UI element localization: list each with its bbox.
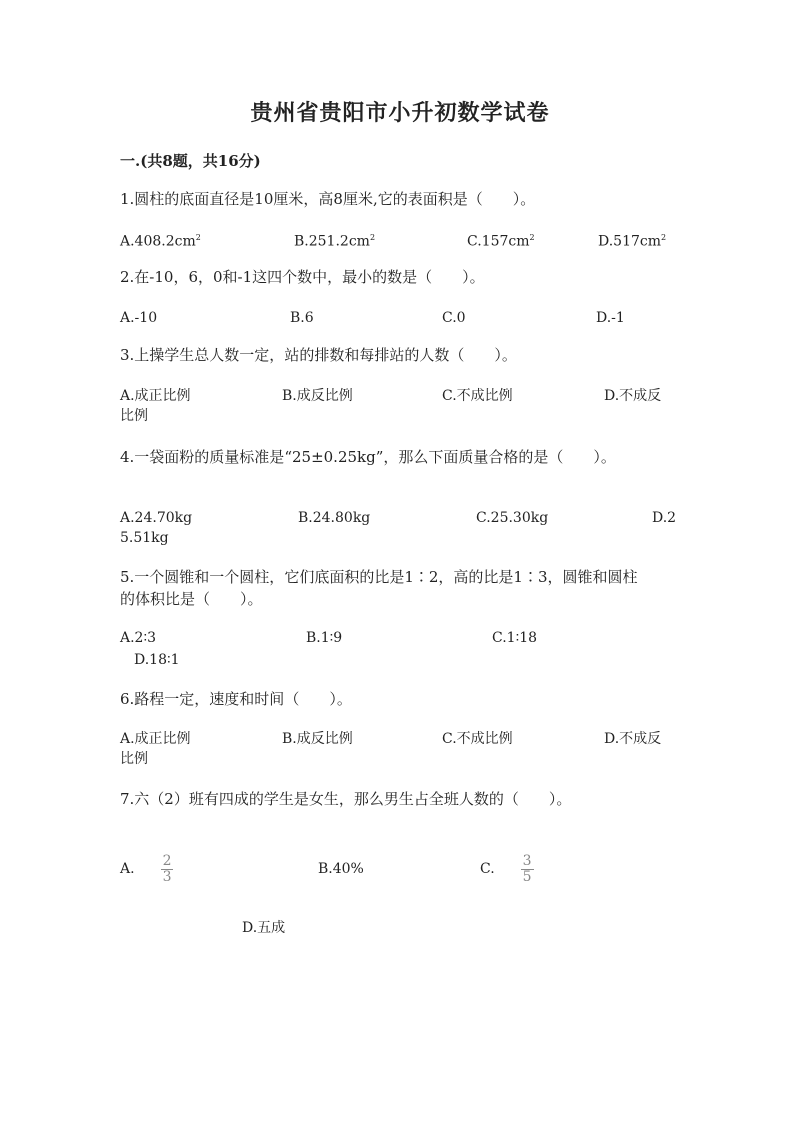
fraction-three-fifths: $\frac{3}{5}$ <box>522 852 532 885</box>
question-5-line-1: 5.一个圆锥和一个圆柱，它们底面积的比是1∶2，高的比是1∶3，圆锥和圆柱 <box>120 568 638 586</box>
question-3-options <box>120 386 680 430</box>
option-a[interactable]: $A.408.2cm^2$ <box>120 233 201 250</box>
question-5-line-2: 的体积比是（ ）。 <box>120 590 263 608</box>
question-7-options <box>120 852 680 892</box>
option-c[interactable]: C.25.30kg <box>476 510 549 526</box>
option-a[interactable]: A.24.70kg <box>120 510 193 526</box>
option-b[interactable]: B.6 <box>290 310 314 326</box>
option-a[interactable]: A.成正比例 <box>120 731 191 747</box>
question-4: 4.一袋面粉的质量标准是“25±0.25kg”，那么下面质量合格的是（ ）。 <box>120 448 616 466</box>
option-c[interactable]: C.不成比例 <box>442 388 513 404</box>
question-5-options <box>120 628 680 672</box>
option-d-wrap: 比例 <box>120 408 148 424</box>
option-d[interactable]: D.2 <box>652 510 677 526</box>
option-d[interactable]: D.-1 <box>596 310 625 326</box>
question-7-options-row-2 <box>120 918 680 942</box>
option-b[interactable]: B.成反比例 <box>282 731 353 747</box>
option-d-wrap: 比例 <box>120 751 148 767</box>
option-b[interactable]: B.成反比例 <box>282 388 353 404</box>
option-a[interactable]: A.-10 <box>120 310 158 326</box>
option-a[interactable]: A.2∶3 <box>120 630 157 646</box>
option-b[interactable]: $B.251.2cm^2$ <box>294 233 376 250</box>
question-3: 3.上操学生总人数一定，站的排数和每排站的人数（ ）。 <box>120 346 517 364</box>
option-c[interactable]: C.0 <box>442 310 466 326</box>
option-a[interactable]: A. $\frac{2}{3}$ <box>120 852 172 885</box>
question-6-options <box>120 729 680 773</box>
option-c[interactable]: $C.157cm^2$ <box>467 233 535 250</box>
question-7: 7.六（2）班有四成的学生是女生，那么男生占全班人数的（ ）。 <box>120 790 572 808</box>
question-4-options <box>120 508 680 552</box>
option-b[interactable]: B.24.80kg <box>298 510 371 526</box>
page-title: 贵州省贵阳市小升初数学试卷 <box>250 100 550 126</box>
option-d[interactable]: D.不成反 <box>604 731 662 747</box>
option-c[interactable]: C. $\frac{3}{5}$ <box>480 852 532 885</box>
option-d[interactable]: D.不成反 <box>604 388 662 404</box>
option-d[interactable]: D.18∶1 <box>134 652 180 668</box>
section-heading: 一.(共8题，共16分) <box>120 152 261 170</box>
option-d-wrap: 5.51kg <box>120 530 169 546</box>
option-c[interactable]: C.不成比例 <box>442 731 513 747</box>
option-d[interactable]: $D.517cm^2$ <box>598 233 667 250</box>
option-d[interactable]: D.五成 <box>242 920 286 936</box>
question-1: 1.圆柱的底面直径是10厘米，高8厘米,它的表面积是（ ）。 <box>120 190 536 208</box>
option-c[interactable]: C.1∶18 <box>492 630 538 646</box>
question-5 <box>120 566 680 610</box>
question-2: 2.在-10，6，0和-1这四个数中，最小的数是（ ）。 <box>120 268 485 286</box>
question-6: 6.路程一定，速度和时间（ ）。 <box>120 690 352 708</box>
fraction-two-thirds: $\frac{2}{3}$ <box>162 852 172 885</box>
option-b[interactable]: B.40% <box>318 861 364 877</box>
option-a[interactable]: A.成正比例 <box>120 388 191 404</box>
option-b[interactable]: B.1∶9 <box>306 630 343 646</box>
